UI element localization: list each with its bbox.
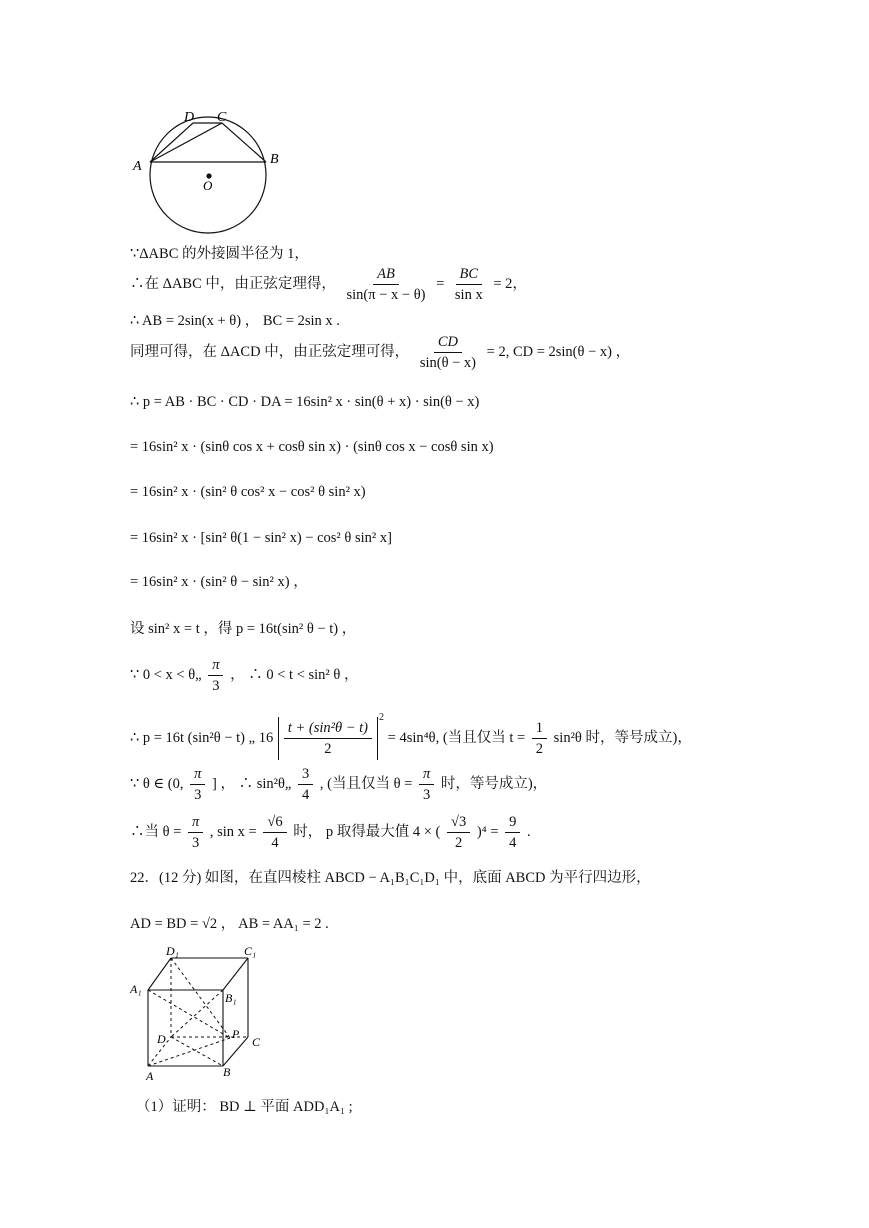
numerator: √3	[447, 813, 470, 833]
prism-figure	[128, 945, 278, 1085]
text: ， ∴ 0 < t < sin² θ ，	[230, 666, 359, 683]
numerator: 1	[532, 719, 547, 739]
fraction	[298, 765, 313, 804]
line-12	[130, 708, 692, 760]
numerator: π	[190, 765, 205, 785]
text: = 2，	[493, 275, 527, 292]
line-5: ∴ p = AB · BC · CD · DA = 16sin² x · sin(θ + x) · sin(θ − x)	[130, 394, 480, 410]
line-13	[130, 765, 547, 804]
line-11	[130, 656, 358, 695]
text: )⁴ =	[476, 823, 499, 840]
text: ∵ 0 < x < θ„	[130, 666, 202, 683]
fraction	[263, 813, 286, 852]
label-a1: A₁	[130, 982, 142, 996]
edge-b1c1	[223, 958, 248, 990]
fraction	[188, 813, 203, 852]
text: = 4sin⁴θ, (当且仅当 t =	[387, 730, 526, 746]
text: ∵ θ ∈ (0,	[130, 775, 184, 792]
line-15: 22．(12 分) 如图，在直四棱柱 ABCD − A₁B₁C₁D₁ 中，底面 ABCD 为平行四边形，	[130, 870, 651, 886]
label-a: A	[146, 1069, 154, 1083]
fraction	[343, 265, 430, 304]
denominator: 4	[509, 835, 517, 851]
line-14	[130, 813, 531, 852]
line-17: （1）证明： BD ⊥ 平面 ADD₁A₁ ;	[136, 1099, 353, 1115]
fraction	[284, 719, 372, 758]
denominator: 4	[301, 787, 310, 803]
diag-b1d	[171, 990, 223, 1037]
line-10: 设 sin² x = t ，得 p = 16t(sin² θ − t) ，	[130, 621, 357, 637]
text: 时，等号成立)，	[440, 775, 548, 792]
diag-d1p	[171, 958, 230, 1038]
line-9: = 16sin² x · (sin² θ − sin² x) ，	[130, 574, 308, 590]
line-6: = 16sin² x · (sinθ cos x + cosθ sin x) · (sinθ cos x − cosθ sin x)	[130, 439, 494, 455]
label-d1: D₁	[166, 945, 179, 958]
denominator: 3	[194, 787, 202, 803]
numerator: BC	[456, 265, 483, 285]
text: ∴在 ΔABC 中，由正弦定理得，	[130, 275, 336, 292]
label-b1: B₁	[225, 991, 237, 1005]
numerator: π	[188, 813, 203, 833]
denominator: sin(θ − x)	[419, 355, 477, 371]
text: , sin x =	[209, 823, 257, 840]
bracket-group	[278, 717, 378, 760]
numerator: π	[208, 656, 223, 676]
denominator: 2	[535, 741, 544, 758]
fraction	[447, 813, 470, 852]
edge-bc	[223, 1037, 248, 1066]
line-16: AD = BD = √2 ， AB = AA₁ = 2 .	[130, 916, 329, 932]
label-c1: C₁	[244, 945, 257, 958]
numerator: √6	[263, 813, 286, 833]
text: ] ， ∴ sin²θ„	[212, 775, 292, 792]
text: 同理可得，在 ΔACD 中，由正弦定理可得，	[130, 343, 410, 360]
denominator: 3	[422, 787, 431, 803]
denominator: sin x	[454, 287, 483, 303]
edge-a1d1	[148, 958, 171, 990]
fraction	[208, 656, 223, 695]
text: = 2, CD = 2sin(θ − x) ，	[486, 343, 631, 360]
numerator: π	[419, 765, 434, 785]
label-b: B	[270, 152, 279, 167]
text: =	[436, 275, 445, 292]
text: .	[527, 823, 531, 840]
denominator: 3	[192, 835, 200, 851]
label-p: P	[232, 1027, 240, 1041]
denominator: 4	[271, 835, 279, 851]
label-b: B	[223, 1065, 231, 1079]
denominator: sin(π − x − θ)	[346, 287, 426, 303]
diag-a1p	[148, 990, 230, 1038]
exponent: 2	[379, 712, 385, 723]
circle-figure	[125, 100, 295, 260]
denominator: 3	[212, 678, 220, 694]
numerator: CD	[434, 333, 462, 353]
fraction	[190, 765, 205, 804]
fraction	[419, 765, 434, 804]
label-o: O	[203, 178, 213, 193]
numerator: 3	[298, 765, 313, 785]
text: ∴当 θ =	[130, 823, 182, 840]
text: ∴ p = 16t (sin²θ − t) „ 16	[130, 730, 274, 746]
label-c: C	[217, 110, 227, 125]
numerator: 9	[505, 813, 520, 833]
line-2	[130, 265, 527, 304]
line-4	[130, 333, 630, 372]
text: sin²θ 时，等号成立)，	[553, 730, 692, 746]
numerator: t + (sin²θ − t)	[284, 719, 372, 739]
text: 时， p 取得最大值 4 × (	[293, 823, 441, 840]
diag-db	[171, 1037, 223, 1066]
denominator: 2	[454, 835, 463, 851]
line-1: ∵ΔABC 的外接圆半径为 1，	[130, 246, 309, 262]
fraction	[505, 813, 520, 852]
fraction	[451, 265, 487, 304]
line-7: = 16sin² x · (sin² θ cos² x − cos² θ sin² x)	[130, 484, 366, 500]
numerator: AB	[373, 265, 399, 285]
label-d: D	[157, 1032, 166, 1046]
fraction	[416, 333, 480, 372]
label-c: C	[252, 1035, 261, 1049]
label-d: D	[184, 110, 195, 125]
text: , (当且仅当 θ =	[319, 775, 413, 792]
label-a: A	[133, 159, 142, 174]
denominator: 2	[324, 741, 332, 758]
fraction	[532, 719, 547, 758]
line-8: = 16sin² x · [sin² θ(1 − sin² x) − cos² θ sin² x]	[130, 530, 392, 546]
line-3: ∴ AB = 2sin(x + θ) ， BC = 2sin x .	[130, 313, 340, 329]
